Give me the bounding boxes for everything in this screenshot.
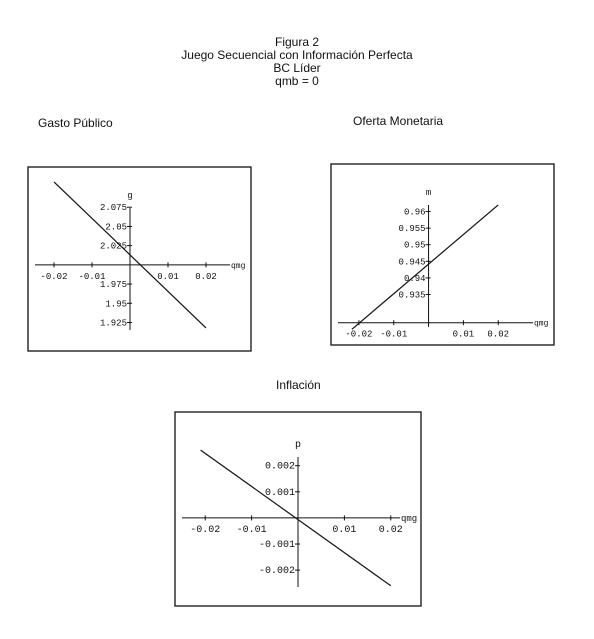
- y-axis-label: p: [294, 440, 302, 451]
- x-tick-label: 0.01: [452, 329, 475, 340]
- section-title-inflacion: Inflación: [276, 378, 321, 392]
- x-axis-label: qmg: [231, 261, 246, 271]
- x-axis-label: qmg: [534, 319, 549, 329]
- y-axis-label: m: [425, 188, 432, 198]
- y-tick-label: 0.96: [403, 207, 426, 218]
- x-tick-label: 0.02: [195, 271, 217, 282]
- chart-frame: [28, 167, 251, 351]
- section-title-oferta: Oferta Monetaria: [353, 114, 444, 128]
- chart-inflacion: [174, 411, 422, 607]
- x-tick-label: -0.02: [190, 524, 221, 536]
- y-tick-label: 1.975: [99, 280, 127, 291]
- figure-leader-line: BC Líder: [273, 61, 321, 75]
- x-tick-label: -0.01: [78, 271, 106, 282]
- y-tick-label: 0.935: [398, 290, 426, 301]
- y-tick-label: -0.002: [258, 566, 295, 578]
- y-tick-label: 2.075: [99, 203, 127, 214]
- figure-title: Figura 2: [274, 35, 320, 49]
- y-tick-label: 2.025: [99, 241, 127, 252]
- figure-titles: [0, 36, 594, 88]
- x-tick-label: -0.01: [236, 524, 267, 536]
- y-tick-label: 0.945: [398, 257, 426, 268]
- x-tick-label: 0.01: [332, 524, 357, 536]
- x-tick-label: 0.02: [487, 329, 510, 340]
- x-tick-label: -0.02: [345, 329, 373, 340]
- y-tick-label: 1.925: [99, 318, 127, 329]
- y-tick-label: 0.95: [403, 240, 426, 251]
- y-tick-label: 0.002: [264, 461, 295, 473]
- x-axis-label: qmg: [401, 513, 418, 524]
- y-tick-label: -0.001: [258, 540, 295, 552]
- y-axis-label: g: [127, 191, 133, 201]
- y-tick-label: 2.05: [105, 222, 127, 233]
- y-tick-label: 1.95: [105, 299, 127, 310]
- section-title-gasto: Gasto Público: [38, 116, 113, 130]
- chart-oferta-monetaria: [330, 163, 555, 346]
- figure-qmb-line: qmb = 0: [275, 74, 319, 88]
- chart-gasto-publico: [27, 166, 252, 352]
- x-tick-label: 0.01: [157, 271, 179, 282]
- figure-subtitle: Juego Secuencial con Información Perfecta: [181, 48, 413, 62]
- y-tick-label: 0.94: [403, 273, 426, 284]
- y-tick-label: 0.001: [264, 487, 295, 499]
- x-tick-label: -0.02: [40, 271, 68, 282]
- x-tick-label: -0.01: [380, 329, 408, 340]
- x-tick-label: 0.02: [378, 524, 403, 536]
- y-tick-label: 0.955: [398, 224, 426, 235]
